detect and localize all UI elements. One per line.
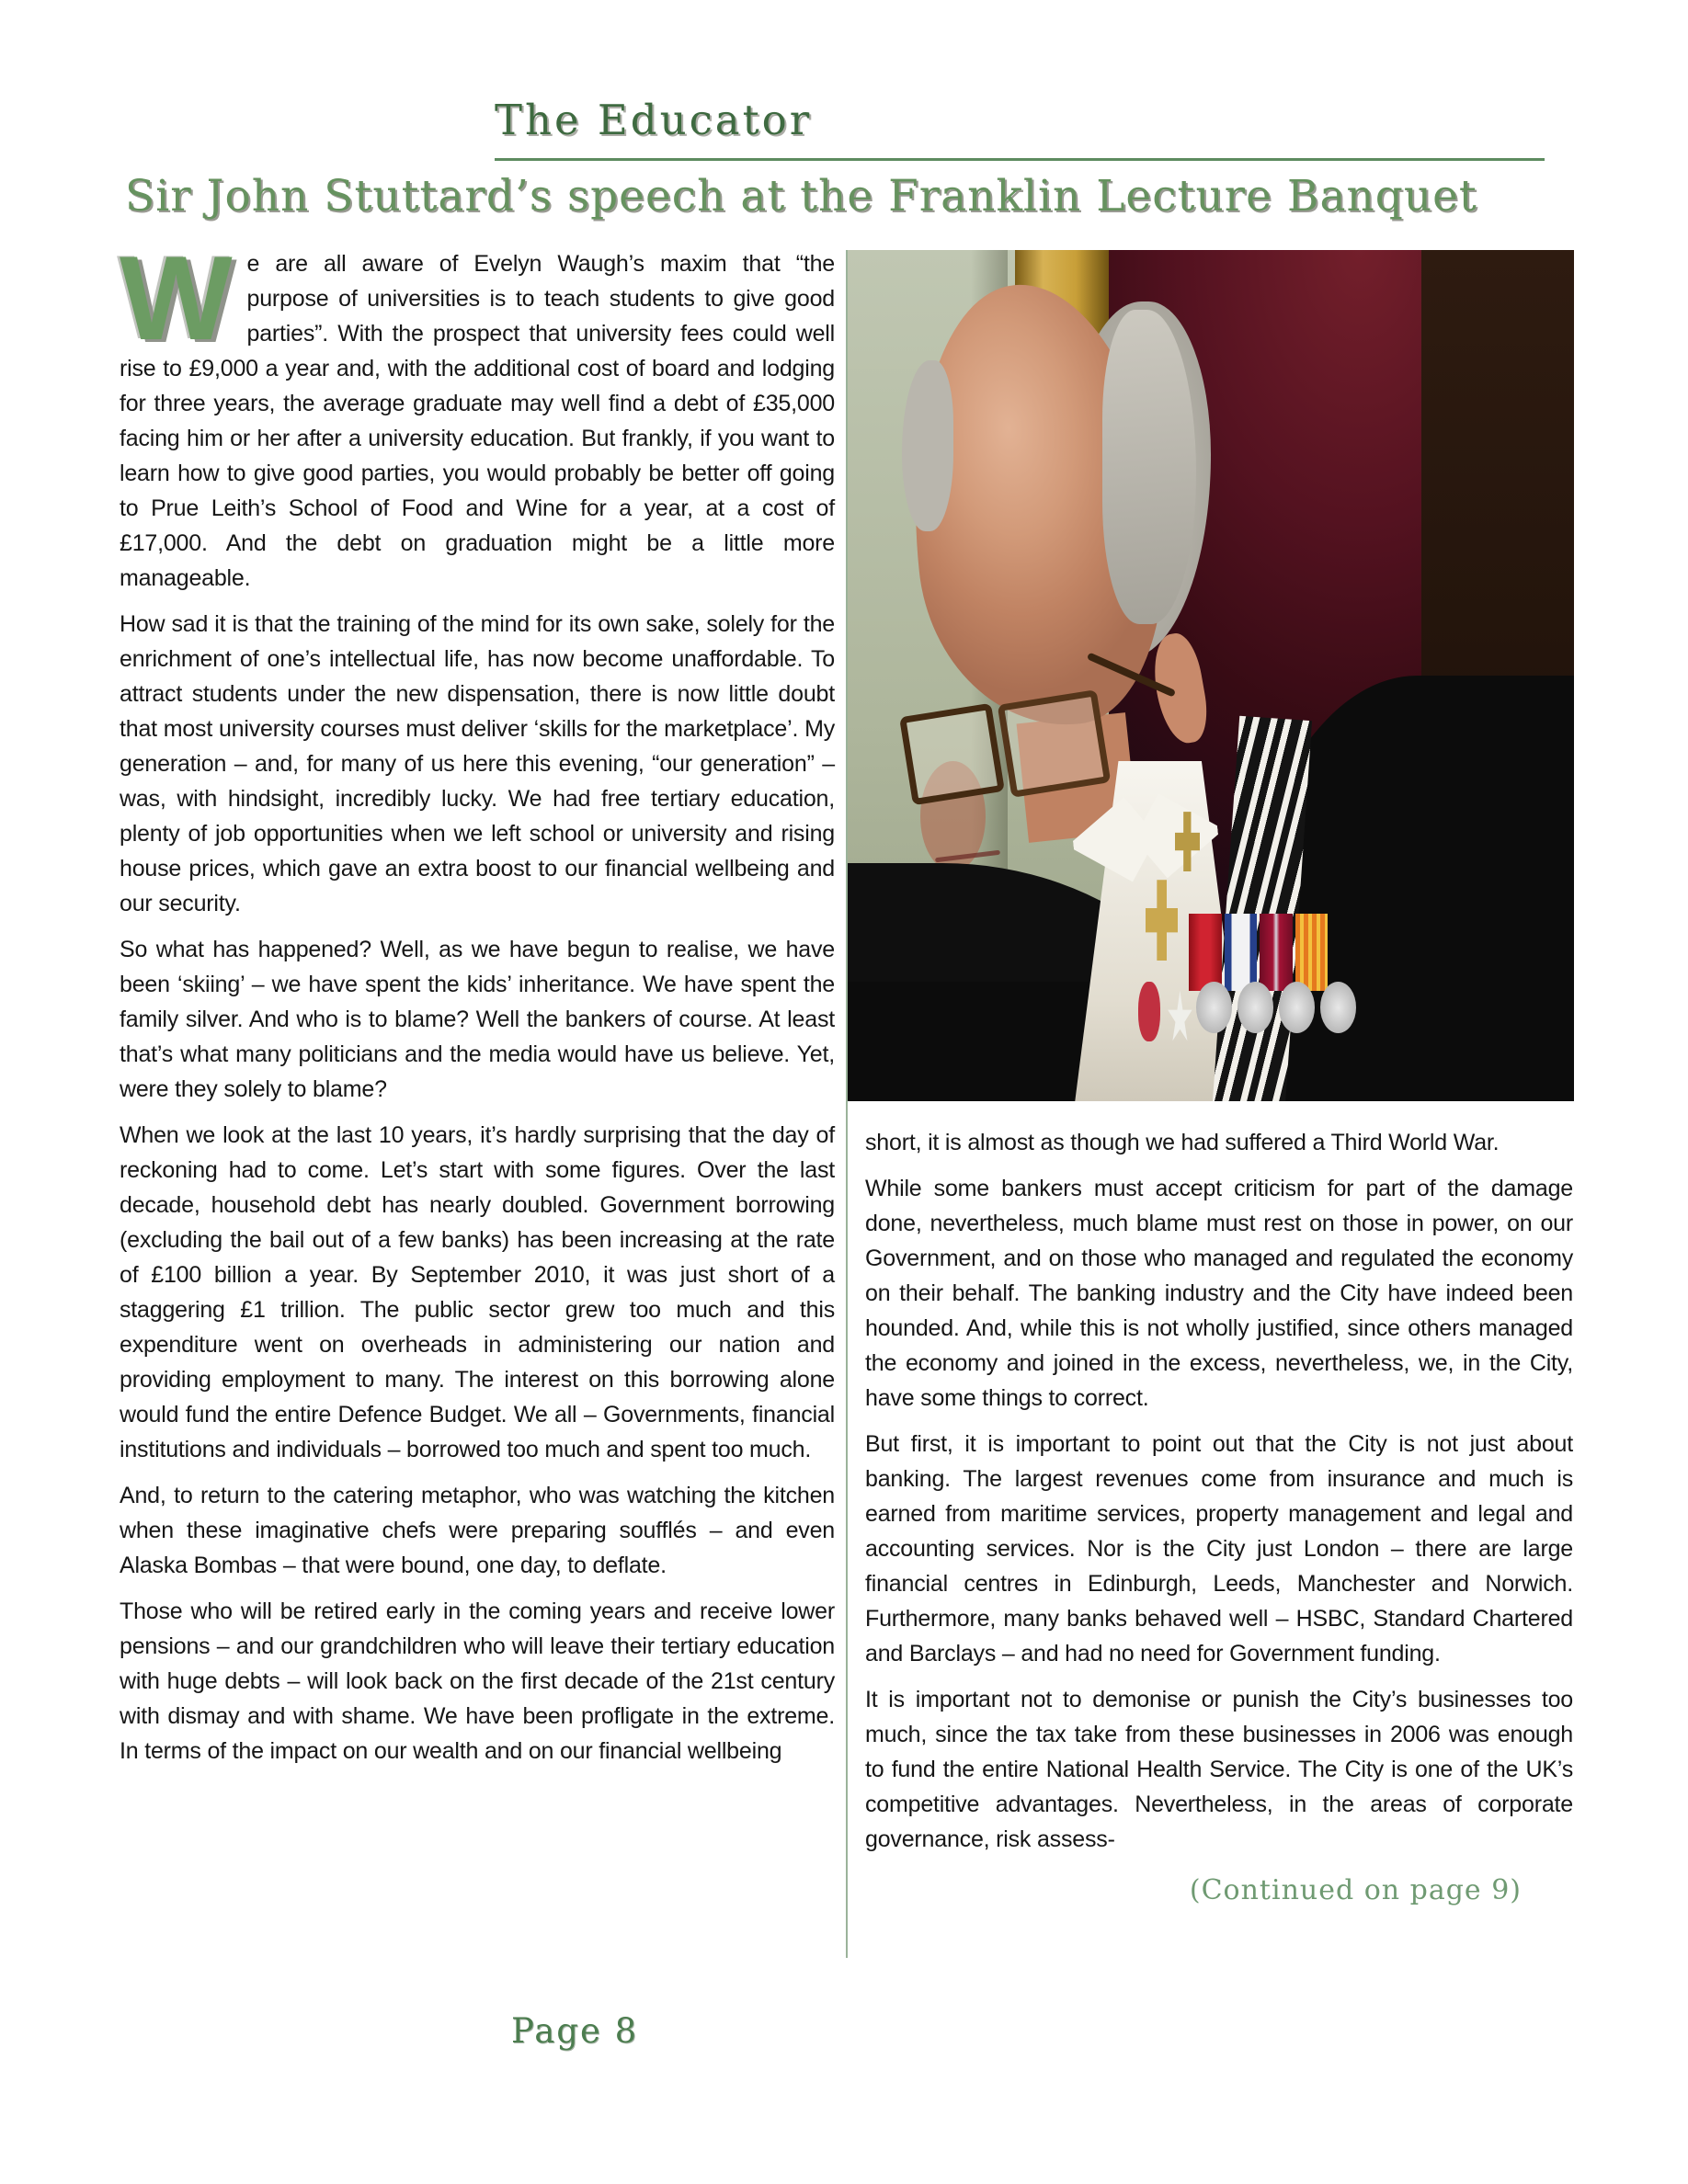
photo-medal-ribbons [1189, 914, 1363, 990]
continued-note: (Continued on page 9) [1189, 1874, 1522, 1906]
photo-red-medal-shape [1138, 982, 1160, 1041]
paragraph-5: And, to return to the catering metaphor, who was watching the kitchen when these imaginative chefs were preparing soufflés – and even Alaska Bombas – that were bound, one day, to deflate. [120, 1483, 835, 1578]
photo-glasses-lens-right-shape [998, 689, 1111, 798]
right-column [865, 1125, 1573, 1908]
masthead-rule [495, 158, 1545, 161]
article-title: Sir John Stuttard’s speech at the Franklin Lecture Banquet [125, 171, 1477, 222]
photo-hair-left-shape [902, 360, 952, 530]
paragraph-7: short, it is almost as though we had suffered a Third World War. [865, 1130, 1500, 1155]
paragraph-4: When we look at the last 10 years, it’s hardly surprising that the day of reckoning had to come. Let’s start with some figures. Over the last decade, household debt has nearly doubled. Government borrowing (excluding the bail out of a few banks) has been increasing at the rate of £100 billion a year. By September 2010, it was just short of a staggering £1 trillion. The public sector grew too much and this expenditure went on overheads in administering our nation and providing employment to many. The interest on this borrowing alone would fund the entire Defence Budget. We all – Governments, financial institutions and individuals – borrowed too much and spent too much. [120, 1122, 835, 1462]
photo-medal-disc [1320, 982, 1356, 1033]
paragraph-2: How sad it is that the training of the mind for its own sake, solely for the enrichment of one’s intellectual life, has now become unaffordable. To attract students under the new dispensation, there is now little doubt that most university courses must deliver ‘skills for the marketplace’. My generation – and, for many of us here this evening, “our generation” – was, with hindsight, incredibly lucky. We had free tertiary education, plenty of job opportunities when we left school or university and rising house prices, which gave an extra boost to our financial wellbeing and our security. [120, 611, 835, 916]
photo-medal-discs [1196, 982, 1356, 1033]
paragraph-1 [120, 231, 835, 596]
paragraph-8: While some bankers must accept criticism for part of the damage done, nevertheless, much blame must rest on those in power, on our Government, and on those who managed and regulated the economy on their behalf. The banking industry and the City have indeed been hounded. And, while this is not wholly justified, since others managed the economy and joined in the excess, nevertheless, we, in the City, have some things to correct. [865, 1176, 1573, 1411]
photo-ribbon-blue [1330, 914, 1363, 990]
photo-glasses-lens-left-shape [899, 703, 1005, 806]
paragraph-10: It is important not to demonise or punish the City’s businesses too much, since the tax take from these businesses in 2006 was enough to fund the entire National Health Service. The City is one of the UK’s competitive advantages. Nevertheless, in the areas of corporate governance, risk assess- [865, 1687, 1573, 1852]
photo-medal-disc [1279, 982, 1315, 1033]
paragraph-6: Those who will be retired early in the coming years and receive lower pensions – and our grandchildren who will leave their tertiary education with huge debts – will look back on the first decade of the 21st century with dismay and with shame. We have been profligate in the extreme. In terms of the impact on our wealth and on our financial wellbeing [120, 1598, 835, 1764]
masthead-title: The Educator [495, 96, 813, 144]
photo-ribbon-red [1189, 914, 1222, 990]
photo-ribbon-crimson [1260, 914, 1293, 990]
photo-ribbon-orange [1295, 914, 1329, 990]
photo-medal-disc [1237, 982, 1273, 1033]
photo-ribbon-white-blue [1225, 914, 1258, 990]
paragraph-3: So what has happened? Well, as we have begun to realise, we have been ‘skiing’ – we have spent the kids’ inheritance. We have spent the family silver. And who is to blame? Well the bankers of course. At least that’s what many politicians and the media would have us believe. Yet, were they solely to blame? [120, 937, 835, 1102]
photo-medal-disc [1196, 982, 1232, 1033]
drop-cap: W [120, 231, 233, 365]
left-column [120, 231, 835, 1780]
paragraph-1-text: e are all aware of Evelyn Waugh’s maxim that “the purpose of universities is to teach students to give good parties”. With the prospect that university fees could well rise to £9,000 a year and, with the additional cost of board and lodging for three years, the average graduate may well find a debt of £35,000 facing him or her after a university education. But frankly, if you want to learn how to give good parties, you would probably be better off going to Prue Leith’s School of Food and Wine for a year, at a cost of £17,000. And the debt on graduation might be a little more manageable. [120, 251, 835, 591]
speaker-photo [848, 250, 1574, 1101]
page-number: Page 8 [511, 2011, 639, 2051]
paragraph-9: But first, it is important to point out that the City is not just about banking. The largest revenues come from insurance and much is earned from maritime services, property management and legal and accounting services. Nor is the City just London – there are large financial centres in Edinburgh, Leeds, Manchester and Norwich. Furthermore, many banks behaved well – HSBC, Standard Chartered and Barclays – and had no need for Government funding. [865, 1431, 1573, 1666]
